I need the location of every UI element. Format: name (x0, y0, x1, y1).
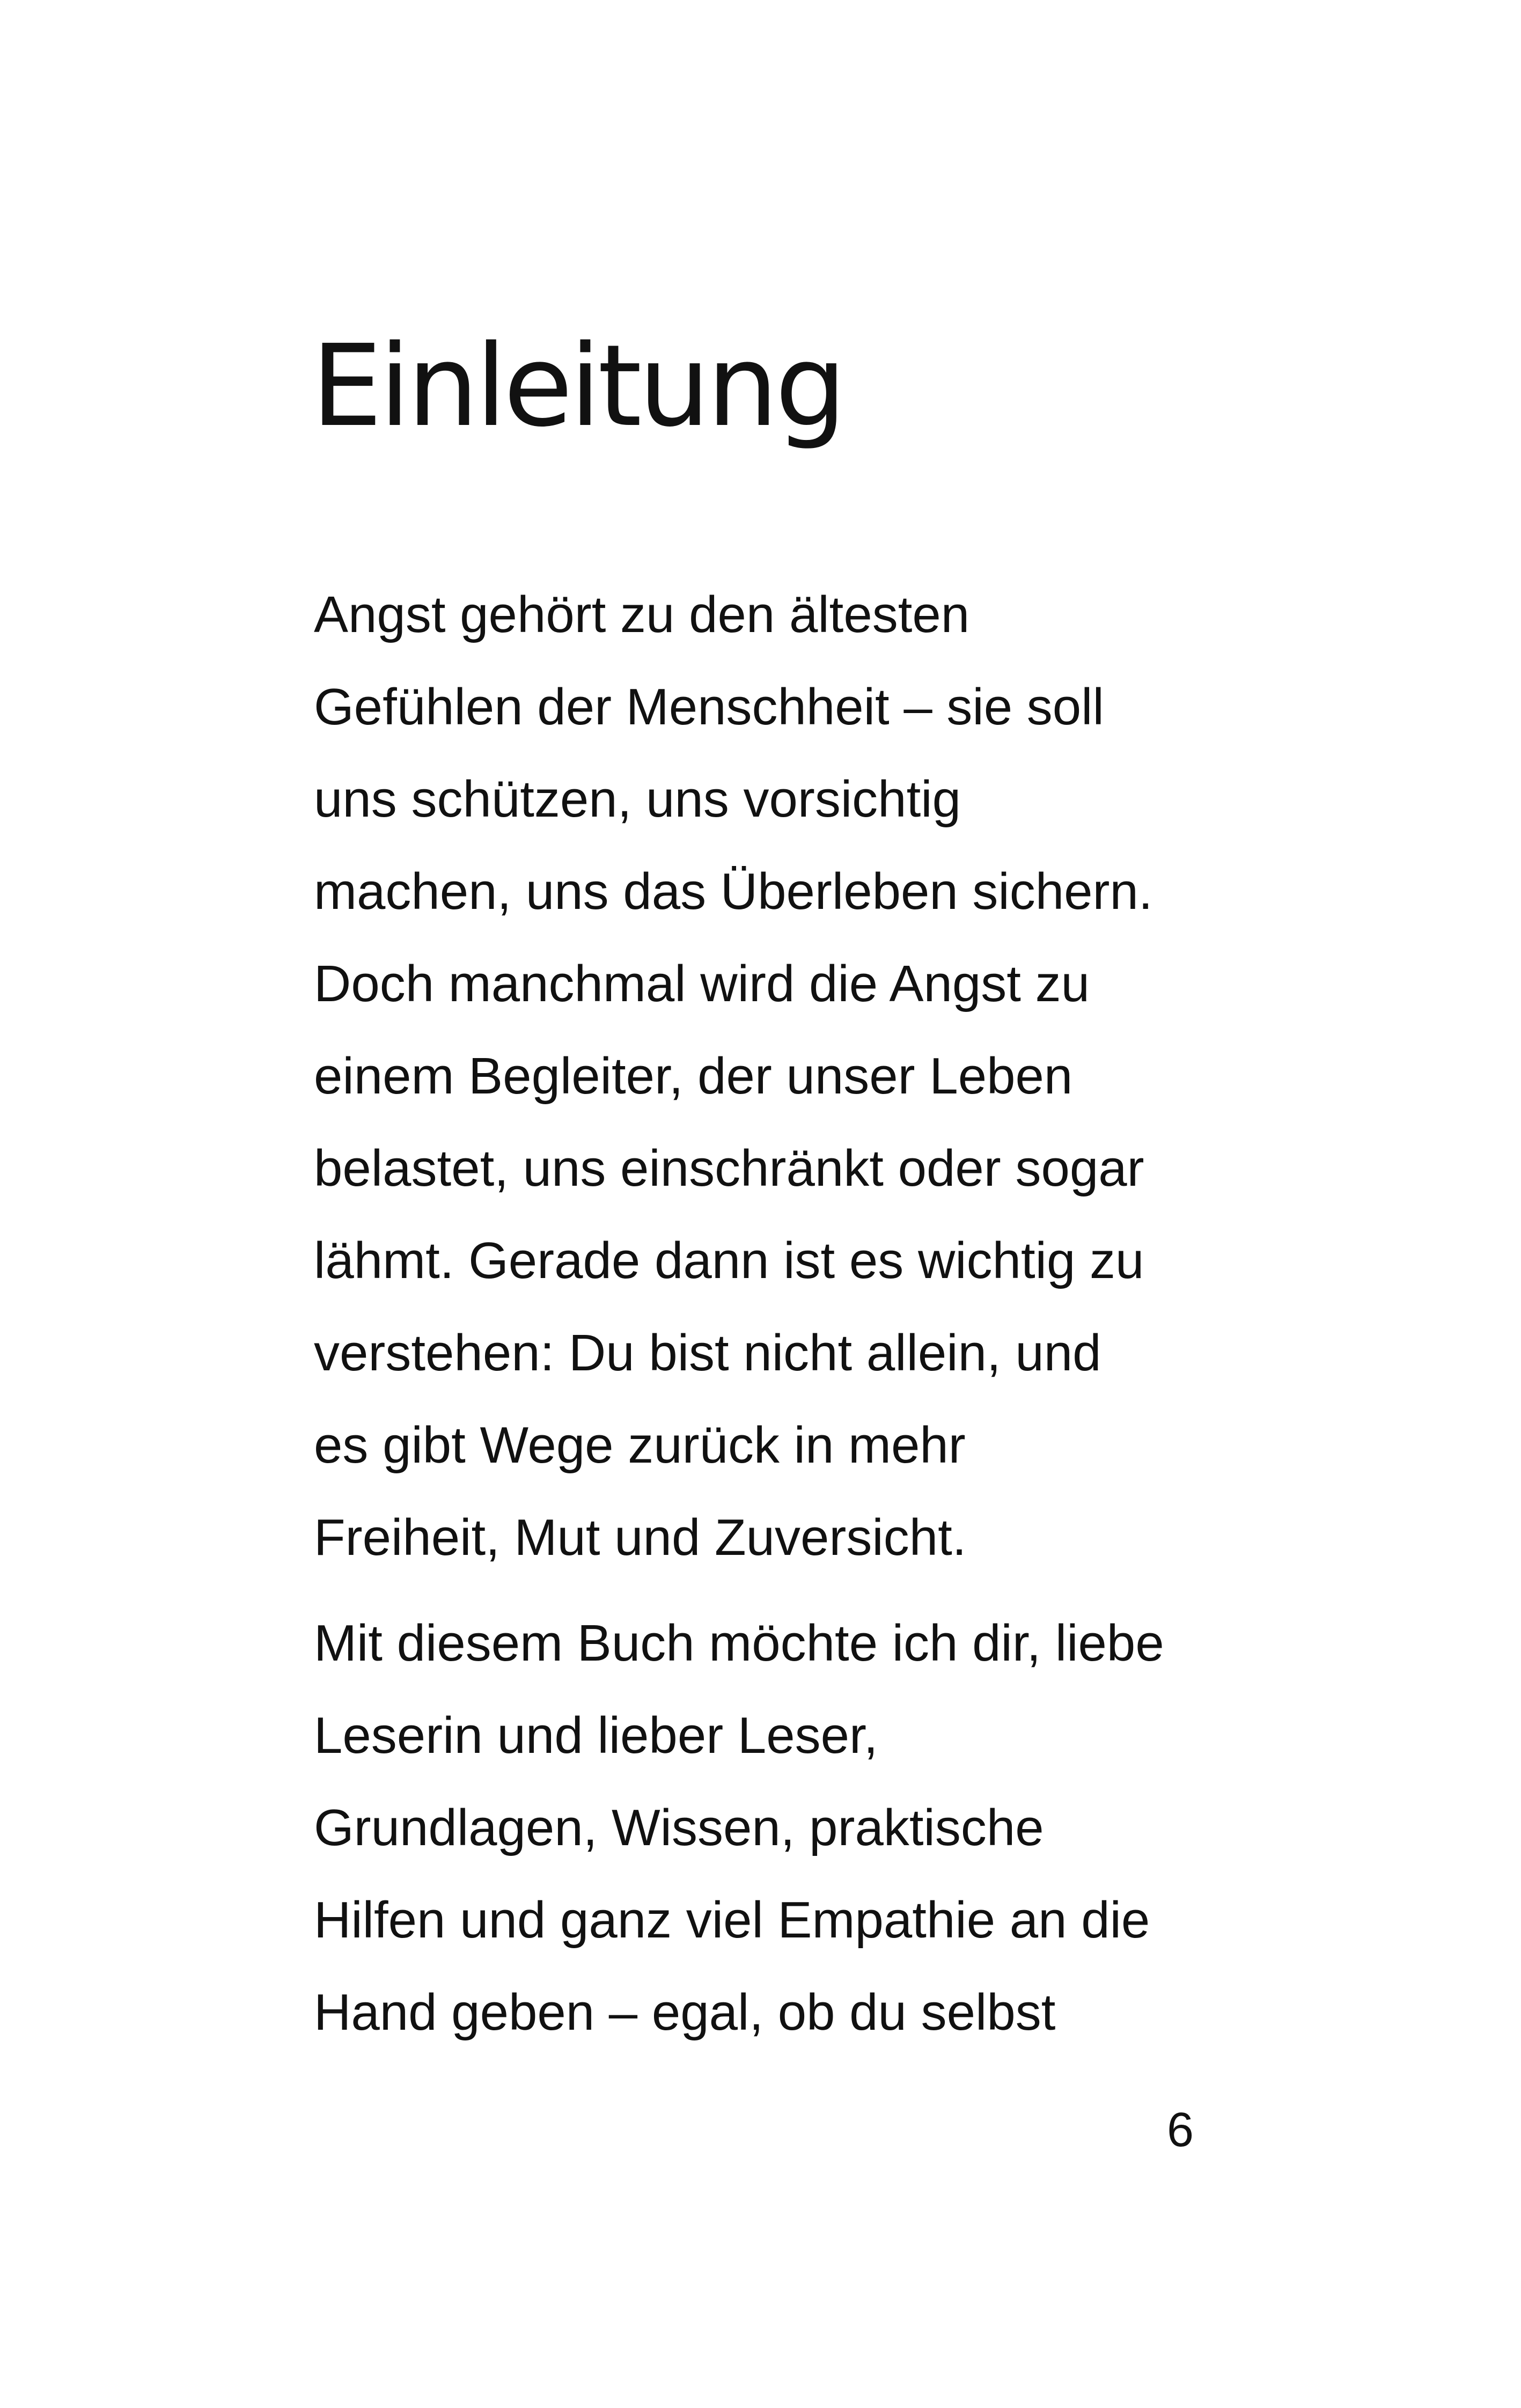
chapter-title: Einleitung (311, 320, 843, 452)
text-line: Doch manchmal wird die Angst zu (314, 955, 1090, 1012)
paragraph-spacer (314, 1584, 1226, 1597)
text-line: Leserin und lieber Leser, (314, 1707, 878, 1764)
text-line: Mit diesem Buch möchte ich dir, liebe (314, 1614, 1164, 1672)
text-line: machen, uns das Überleben sichern. (314, 863, 1153, 920)
text-line: lähmt. Gerade dann ist es wichtig zu (314, 1232, 1144, 1289)
text-line: Grundlagen, Wissen, praktische (314, 1799, 1044, 1856)
text-line: Freiheit, Mut und Zuversicht. (314, 1509, 967, 1566)
text-line: verstehen: Du bist nicht allein, und (314, 1324, 1101, 1382)
body-text (314, 569, 1226, 2059)
text-line: Angst gehört zu den ältesten (314, 586, 970, 643)
text-line: Hilfen und ganz viel Empathie an die (314, 1891, 1150, 1949)
text-line: Gefühlen der Menschheit – sie soll (314, 678, 1104, 736)
paragraph-1 (314, 569, 1226, 1584)
text-line: Hand geben – egal, ob du selbst (314, 1984, 1056, 2041)
text-line: einem Begleiter, der unser Leben (314, 1047, 1073, 1105)
text-line: es gibt Wege zurück in mehr (314, 1416, 966, 1474)
text-line: uns schützen, uns vorsichtig (314, 770, 961, 828)
page-number: 6 (1166, 2103, 1194, 2157)
paragraph-2 (314, 1597, 1226, 2059)
text-line: belastet, uns einschränkt oder sogar (314, 1140, 1144, 1197)
